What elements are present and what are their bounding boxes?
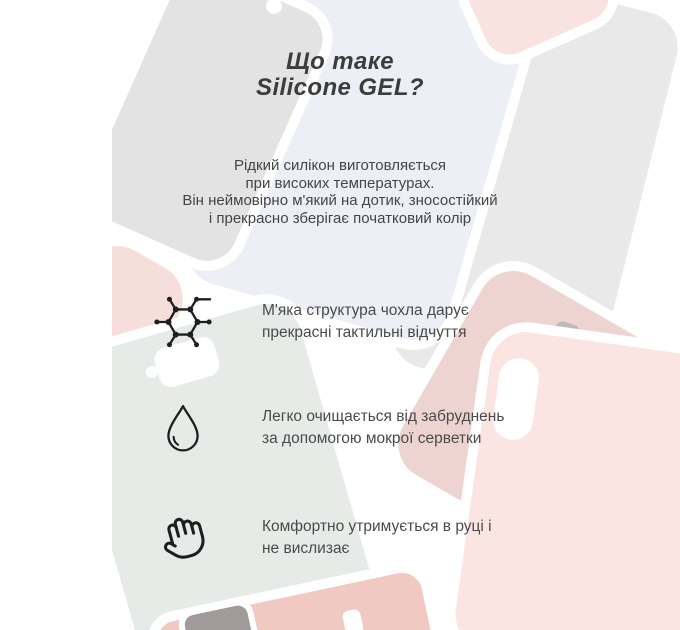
feature-text-grip	[262, 516, 492, 560]
intro-line: при високих температурах.	[245, 174, 435, 192]
feature-grip	[150, 506, 492, 570]
title-line-1: Що таке	[285, 48, 395, 75]
feature-line: М'яка структура чохла дарує	[262, 302, 469, 319]
feature-text-soft-structure	[262, 300, 469, 344]
feature-text-easy-clean	[262, 406, 504, 450]
hand-icon	[150, 512, 216, 564]
feature-line: за допомогою мокрої серветки	[262, 430, 482, 447]
feature-line: не вислизає	[262, 540, 350, 557]
title-line-2: Silicone GEL?	[256, 74, 424, 101]
intro-line: Рідкий силікон виготовляється	[233, 157, 447, 174]
droplet-icon	[150, 403, 216, 453]
feature-line: прекрасні тактильні відчуття	[262, 324, 467, 341]
page-title	[0, 49, 680, 101]
feature-easy-clean	[150, 396, 504, 460]
molecule-icon	[150, 293, 216, 351]
intro-line: Він неймовірно м'який на дотик, зносостійкий	[182, 192, 498, 209]
feature-line: Легко очищається від забруднень	[262, 408, 505, 425]
intro-line: і прекрасно зберігає початковий колір	[208, 209, 472, 227]
feature-soft-structure	[150, 290, 469, 354]
intro-text	[0, 157, 680, 227]
feature-line: Комфортно утримується в руці і	[262, 518, 492, 535]
